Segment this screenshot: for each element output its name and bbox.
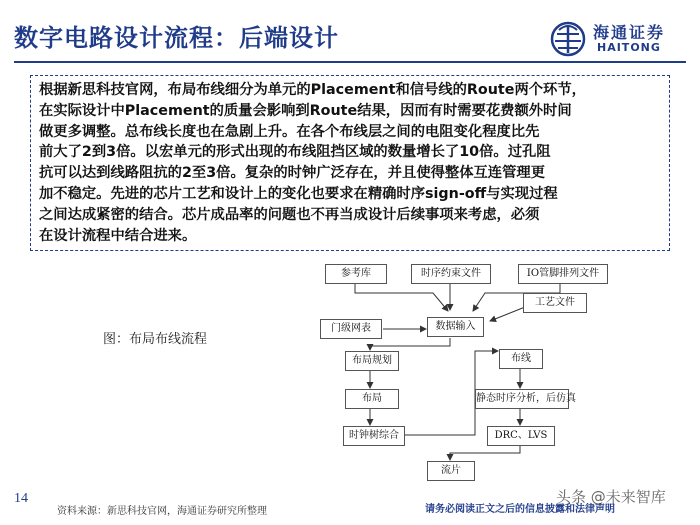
pnr-flowchart bbox=[315, 259, 620, 484]
body-line: 在实际设计中Placement的质量会影响到Route结果，因而有时需要花费额外时间 bbox=[39, 102, 572, 119]
logo-name-cn: 海通证券 bbox=[593, 23, 666, 42]
title-divider bbox=[14, 61, 686, 63]
legal-disclaimer: 请务必阅读正文之后的信息披露和法律声明 bbox=[425, 504, 615, 515]
watermark: 头条 @未来智库 bbox=[556, 488, 666, 506]
box-timing-constraints: 时序约束文件 bbox=[411, 264, 491, 284]
box-tapeout: 流片 bbox=[427, 461, 475, 481]
body-line: 在设计流程中结合进来。 bbox=[39, 227, 197, 244]
box-drc-lvs: DRC、LVS bbox=[487, 426, 555, 446]
figure-caption: 图：布局布线流程 bbox=[103, 332, 208, 347]
source-note: 资料来源：新思科技官网，海通证券研究所整理 bbox=[57, 506, 267, 517]
box-process-file: 工艺文件 bbox=[523, 293, 587, 313]
box-floorplan: 布局规划 bbox=[345, 351, 399, 371]
body-line: 抗可以达到线路阻抗的2至3倍。复杂的时钟广泛存在，并且使得整体互连管理更 bbox=[39, 165, 545, 182]
box-placement: 布局 bbox=[345, 389, 399, 409]
body-line: 加不稳定。先进的芯片工艺和设计上的变化也要求在精确时序sign-off与实现过程 bbox=[39, 185, 558, 202]
box-sta-sim: 静态时序分析，后仿真 bbox=[475, 389, 569, 409]
page-number: 14 bbox=[14, 491, 28, 506]
box-routing: 布线 bbox=[499, 349, 543, 369]
box-io-pin-file: IO管脚排列文件 bbox=[518, 264, 608, 284]
haitong-logo bbox=[549, 20, 689, 58]
body-line: 根据新思科技官网，布局布线细分为单元的Placement和信号线的Route两个环节， bbox=[39, 82, 586, 98]
box-gate-netlist: 门级网表 bbox=[320, 319, 382, 339]
body-line: 之间达成紧密的结合。芯片成品率的问题也不再当成设计后续事项来考虑，必须 bbox=[39, 206, 540, 223]
body-line: 做更多调整。总布线长度也在急剧上升。在各个布线层之间的电阻变化程度比先 bbox=[39, 123, 540, 140]
haitong-emblem-icon bbox=[549, 20, 589, 58]
box-clock-tree: 时钟树综合 bbox=[343, 426, 405, 446]
body-line: 前大了2到3倍。以宏单元的形式出现的布线阻挡区域的数量增长了10倍。过孔阻 bbox=[39, 144, 551, 161]
logo-name-en: HAITONG bbox=[597, 41, 661, 54]
box-reference-lib: 参考库 bbox=[325, 264, 387, 284]
summary-textbox bbox=[30, 75, 670, 251]
page-title: 数字电路设计流程：后端设计 bbox=[14, 24, 339, 52]
box-data-input: 数据输入 bbox=[427, 317, 484, 337]
